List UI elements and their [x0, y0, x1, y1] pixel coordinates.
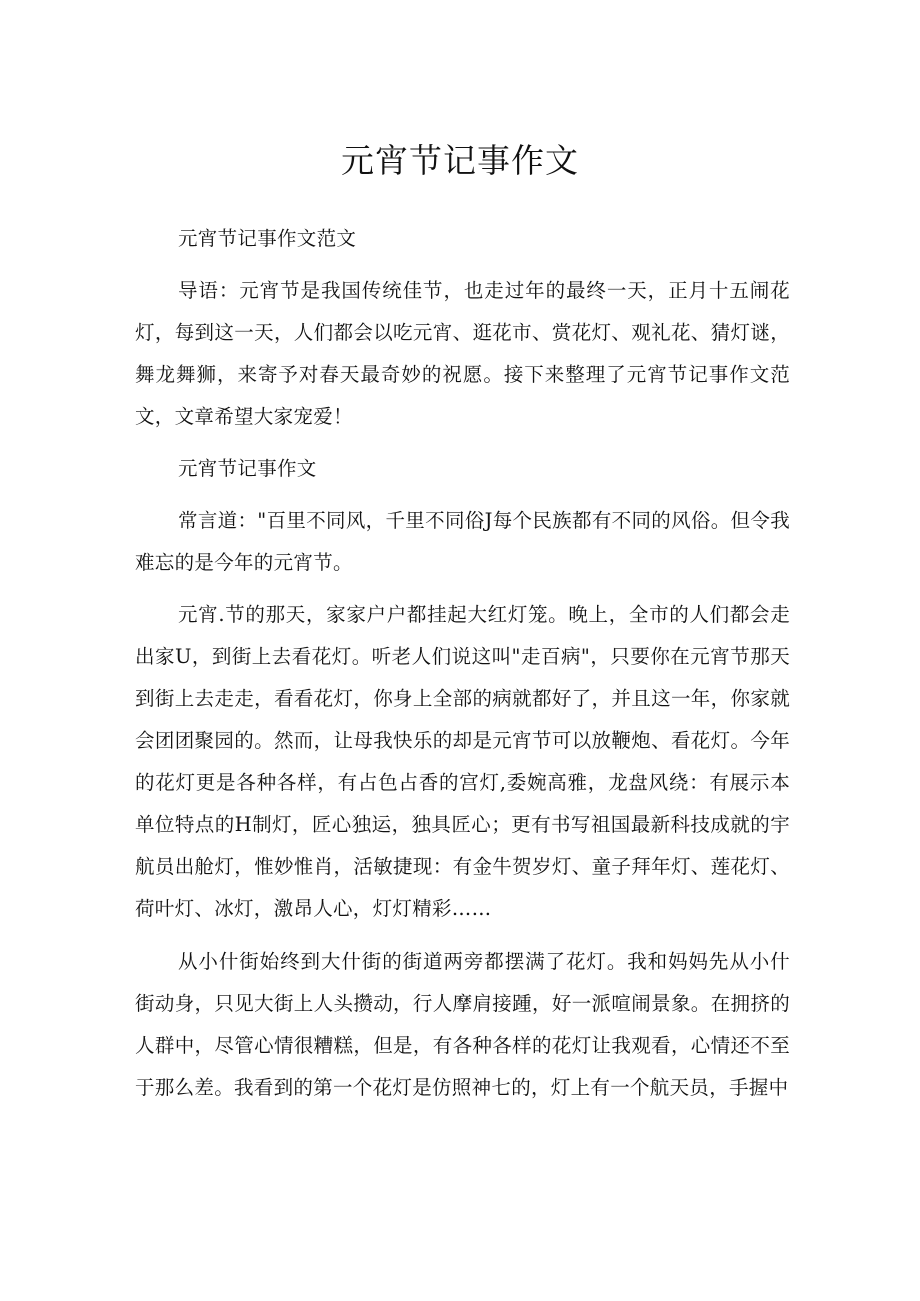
- paragraph-subtitle: 元宵节记事作文范文: [178, 227, 357, 250]
- paragraph-street: 从小什街始终到大什街的街道两旁都摆满了花灯。我和妈妈先从小什街动身，只见大街上人头攒动，行人摩肩接踵，好一派喧闹景象。在拥挤的人群中，尽管心情很糟糕，但是，有各种各样的花灯让我观看，心情还不至于那么差。我看到的第一个花灯是仿照神七的，灯上有一个航天员，手握中: [135, 950, 790, 1099]
- paragraph-lantern-day: 元宵.节的那天，家家户户都挂起大红灯笼。晚上，全市的人们都会走出家U，到街上去看花灯。听老人们说这叫"走百病"，只要你在元宵节那天到街上去走走，看看花灯，你身上全部的病就都好了，并且这一年，你家就会团团聚园的。然而，让母我快乐的却是元宵节可以放鞭炮、看花灯。今年的花灯更是各种各样，有占色占香的宫灯,委婉高雅，龙盘风绕：有展示本单位特点的H制灯，匠心独运，独具匠心；更有书写祖国最新科技成就的宇航员出舱灯，惟妙惟肖，活敏捷现：有金牛贺岁灯、童子拜年灯、莲花灯、荷叶灯、冰灯，激昂人心，灯灯精彩……: [135, 603, 790, 920]
- paragraph-intro: 导语：元宵节是我国传统佳节，也走过年的最终一天，正月十五闹花灯，每到这一天，人们都会以吃元宵、逛花市、赏花灯、观礼花、猜灯谜，舞龙舞狮，来寄予对春天最奇妙的祝愿。接下来整理了元宵节记事作文范文，文章希望大家宠爱！: [135, 279, 790, 428]
- paragraph-section-title: 元宵节记事作文: [178, 457, 317, 480]
- document-title: 元宵节记事作文: [341, 141, 579, 180]
- paragraph-proverb: 常言道："百里不同风，千里不同俗J每个民族都有不同的风俗。但令我难忘的是今年的元宵节。: [135, 509, 790, 574]
- document-body: [135, 218, 790, 1109]
